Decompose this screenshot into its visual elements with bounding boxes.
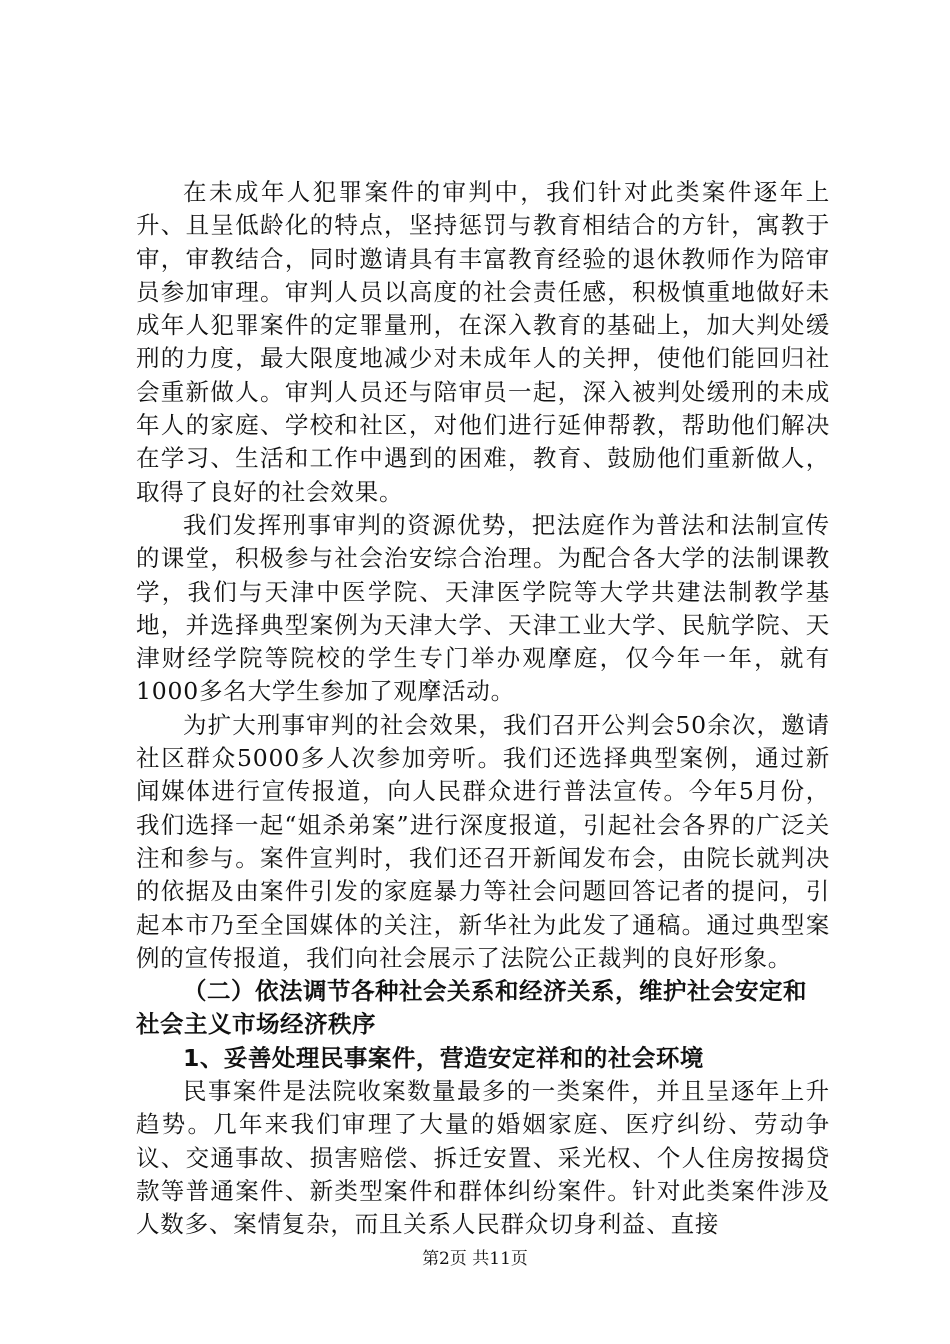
section-heading: （二）依法调节各种社会关系和经济关系，维护社会安定和社会主义市场经济秩序 bbox=[136, 977, 807, 1039]
page-footer: 第2页 共11页 bbox=[422, 1249, 528, 1269]
document-body bbox=[136, 176, 830, 1242]
paragraph-public-trials: 为扩大刑事审判的社会效果，我们召开公判会50余次，邀请社区群众5000多人次参加旁听。我们还选择典型案例，通过新闻媒体进行宣传报道，向人民群众进行普法宣传。今年5月份，我们选择一起“姐杀弟案”进行深度报道，引起社会各界的广泛关注和参与。案件宣判时，我们还召开新闻发布会，由院长就判决的依据及由案件引发的家庭暴力等社会问题回答记者的提问，引起本市乃至全国媒体的关注，新华社为此发了通稿。通过典型案例的宣传报道，我们向社会展示了法院公正裁判的良好形象。 bbox=[136, 710, 830, 972]
subsection-heading: 1、妥善处理民事案件，营造安定祥和的社会环境 bbox=[183, 1043, 704, 1072]
paragraph-civil-cases: 民事案件是法院收案数量最多的一类案件，并且呈逐年上升趋势。几年来我们审理了大量的婚姻家庭、医疗纠纷、劳动争议、交通事故、损害赔偿、拆迁安置、采光权、个人住房按揭贷款等普通案件、新类型案件和群体纠纷案件。针对此类案件涉及人数多、案情复杂，而且关系人民群众切身利益、直接 bbox=[136, 1077, 830, 1239]
paragraph-legal-education: 我们发挥刑事审判的资源优势，把法庭作为普法和法制宣传的课堂，积极参与社会治安综合治理。为配合各大学的法制课教学，我们与天津中医学院、天津医学院等大学共建法制教学基地，并选择典型案例为天津大学、天津工业大学、民航学院、天津财经学院等院校的学生专门举办观摩庭，仅今年一年，就有1000多名大学生参加了观摩活动。 bbox=[136, 510, 830, 706]
paragraph-juvenile-trials: 在未成年人犯罪案件的审判中，我们针对此类案件逐年上升、且呈低龄化的特点，坚持惩罚与教育相结合的方针，寓教于审，审教结合，同时邀请具有丰富教育经验的退休教师作为陪审员参加审理。审判人员以高度的社会责任感，积极慎重地做好未成年人犯罪案件的定罪量刑，在深入教育的基础上，加大判处缓刑的力度，最大限度地减少对未成年人的关押，使他们能回归社会重新做人。审判人员还与陪审员一起，深入被判处缓刑的未成年人的家庭、学校和社区，对他们进行延伸帮教，帮助他们解决在学习、生活和工作中遇到的困难，教育、鼓励他们重新做人，取得了良好的社会效果。 bbox=[136, 178, 830, 506]
